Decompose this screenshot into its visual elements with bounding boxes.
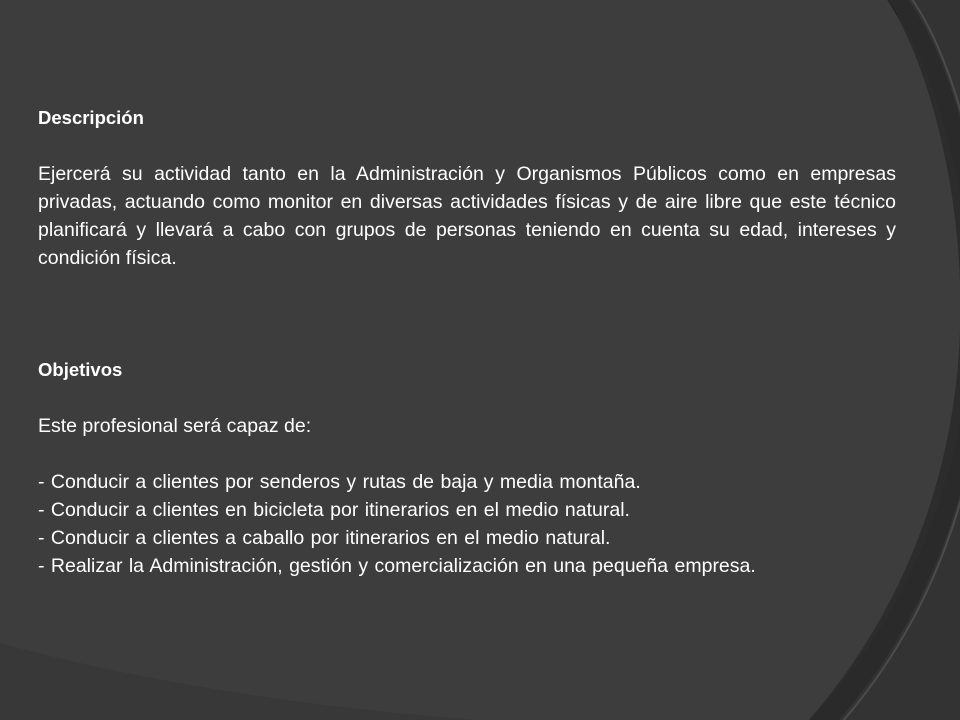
objectives-list: [38, 468, 896, 580]
list-item: - Conducir a clientes a caballo por itinerarios en el medio natural.: [38, 527, 611, 549]
list-item: - Conducir a clientes en bicicleta por itinerarios en el medio natural.: [38, 499, 630, 521]
description-body: Ejercerá su actividad tanto en la Administración y Organismos Públicos como en empresas privadas, actuando como monitor en diversas actividades físicas y de aire libre que este técnico planificará y llevará a cabo con grupos de personas teniendo en cuenta su edad, intereses y condición física.: [38, 163, 896, 269]
list-item: - Realizar la Administración, gestión y comercialización en una pequeña empresa.: [38, 555, 756, 577]
objectives-intro: Este profesional será capaz de:: [38, 415, 312, 437]
list-item: - Conducir a clientes por senderos y rutas de baja y media montaña.: [38, 471, 641, 493]
content-text: [38, 104, 896, 580]
description-heading: Descripción: [38, 107, 144, 128]
objectives-heading: Objetivos: [38, 359, 123, 380]
